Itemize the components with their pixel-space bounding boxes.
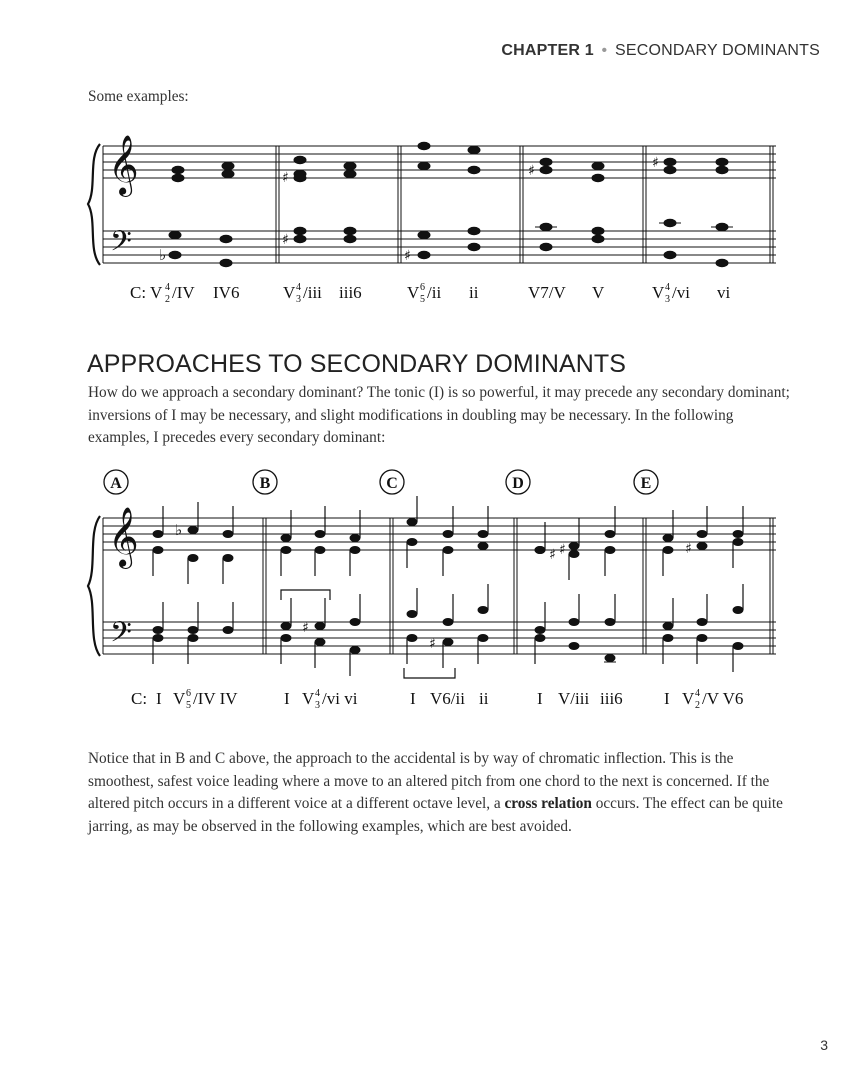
svg-text:♭: ♭ bbox=[159, 246, 167, 264]
notes-measure-5 bbox=[652, 155, 733, 267]
treble-staff-2 bbox=[103, 518, 776, 550]
figure-bottom: 2 bbox=[165, 294, 170, 305]
marker-e: E bbox=[640, 475, 652, 492]
term-cross-relation: cross relation bbox=[504, 795, 592, 813]
label-e-v: V bbox=[682, 689, 695, 708]
label-m4-v7v: V7/V bbox=[528, 283, 566, 302]
example-1-score bbox=[0, 118, 864, 318]
figure-bottom: 3 bbox=[315, 700, 320, 711]
svg-text:♯: ♯ bbox=[302, 620, 309, 636]
label-b-i: I bbox=[284, 689, 290, 708]
svg-text:♯: ♯ bbox=[559, 542, 566, 558]
chords-section-d bbox=[535, 506, 617, 664]
intro-text: Some examples: bbox=[88, 88, 189, 105]
paragraph-approach: How do we approach a secondary dominant? The tonic (I) is so powerful, it may precede any secondary dominant; inversions of I may be necessary, and slight modifications in doubling may be necessary. In the following examples, I precedes every secondary dominant: bbox=[88, 384, 790, 447]
svg-text:♯: ♯ bbox=[652, 155, 659, 171]
running-header bbox=[501, 42, 820, 60]
figure-bottom: 2 bbox=[695, 700, 700, 711]
label-m1-iv6: IV6 bbox=[213, 283, 240, 302]
treble-clef-icon: 𝄞 bbox=[108, 507, 139, 567]
notes-measure-4 bbox=[528, 158, 605, 251]
label-a-i: I bbox=[156, 689, 162, 708]
label-c-ii: ii bbox=[479, 689, 489, 708]
section-markers bbox=[104, 470, 658, 494]
svg-text:♯: ♯ bbox=[404, 248, 411, 264]
label-m3-ii-b: ii bbox=[469, 283, 479, 302]
label-a-rest: /IV IV bbox=[193, 689, 238, 708]
label-m3-ii: /ii bbox=[427, 283, 442, 302]
figure-top: 4 bbox=[665, 282, 670, 293]
figure-top: 4 bbox=[695, 688, 700, 699]
label-c-rest: V6/ii bbox=[430, 689, 465, 708]
paragraph-cross-relation bbox=[88, 748, 794, 838]
label-a-v: V bbox=[173, 689, 186, 708]
svg-text:♯: ♯ bbox=[528, 163, 535, 179]
label-d-i: I bbox=[537, 689, 543, 708]
brace bbox=[88, 516, 100, 656]
header-separator: • bbox=[601, 42, 608, 59]
bass-clef-icon: 𝄢 bbox=[110, 616, 132, 656]
figure-bottom: 5 bbox=[420, 294, 425, 305]
svg-text:♯: ♯ bbox=[282, 232, 289, 248]
svg-text:♭: ♭ bbox=[175, 521, 183, 539]
label-d-rest: V/iii bbox=[558, 689, 590, 708]
bass-staff-1 bbox=[103, 231, 776, 263]
label-m3-v: V bbox=[407, 283, 420, 302]
label-m5-vi-b: vi bbox=[717, 283, 731, 302]
figure-top: 4 bbox=[315, 688, 320, 699]
figure-bottom: 5 bbox=[186, 700, 191, 711]
figure-top: 6 bbox=[186, 688, 191, 699]
marker-b: B bbox=[259, 475, 271, 492]
figure-top: 4 bbox=[296, 282, 301, 293]
bass-staff-2 bbox=[103, 622, 776, 654]
marker-d: D bbox=[512, 475, 524, 492]
svg-text:♯: ♯ bbox=[549, 547, 556, 563]
label-a-key: C: bbox=[131, 689, 148, 708]
harmonic-labels-2 bbox=[131, 688, 743, 711]
label-m4-v: V bbox=[592, 283, 605, 302]
label-d-iii6: iii6 bbox=[600, 689, 623, 708]
chapter-label: CHAPTER 1 bbox=[501, 42, 594, 59]
chromatic-bracket bbox=[404, 668, 455, 678]
figure-top: 6 bbox=[420, 282, 425, 293]
label-e-rest: /V V6 bbox=[702, 689, 744, 708]
chapter-title: SECONDARY DOMINANTS bbox=[614, 42, 820, 59]
label-m1-iv: /IV bbox=[172, 283, 195, 302]
barlines bbox=[263, 518, 773, 654]
bass-clef-icon: 𝄢 bbox=[110, 225, 132, 265]
paragraph-2-after: occurs. The effect can be quite jarring, as may be observed in the following examples, which are best avoided. bbox=[88, 795, 783, 835]
notes-measure-3 bbox=[404, 142, 481, 264]
chords-section-e bbox=[663, 506, 744, 672]
treble-clef-icon: 𝄞 bbox=[108, 135, 139, 195]
paragraph-2-before: Notice that in B and C above, the approach to the accidental is by way of chromatic inflection. This is the smoothest, safest voice leading where a move to an altered pitch from one chord to the next is concerned. If the altered pitch occurs in a different voice at a different octave level, a bbox=[88, 750, 770, 813]
label-m5-v: V bbox=[652, 283, 665, 302]
section-heading: APPROACHES TO SECONDARY DOMINANTS bbox=[87, 350, 627, 378]
label-e-i: I bbox=[664, 689, 670, 708]
svg-text:♯: ♯ bbox=[282, 170, 289, 186]
label-m2-v: V bbox=[283, 283, 296, 302]
label-m2-iii6: iii6 bbox=[339, 283, 362, 302]
figure-bottom: 3 bbox=[296, 294, 301, 305]
label-b-rest: /vi vi bbox=[322, 689, 358, 708]
chromatic-bracket bbox=[281, 590, 330, 600]
label-b-v: V bbox=[302, 689, 315, 708]
figure-top: 4 bbox=[165, 282, 170, 293]
example-2-score bbox=[0, 462, 864, 722]
label-c-i: I bbox=[410, 689, 416, 708]
page-number: 3 bbox=[820, 1037, 828, 1053]
label-m1-key-v: C: V bbox=[130, 283, 163, 302]
chords-section-c bbox=[404, 496, 489, 678]
figure-bottom: 3 bbox=[665, 294, 670, 305]
brace bbox=[88, 144, 100, 265]
label-m5-vi: /vi bbox=[672, 283, 690, 302]
marker-a: A bbox=[110, 475, 122, 492]
svg-text:♯: ♯ bbox=[429, 636, 436, 652]
svg-text:♯: ♯ bbox=[685, 541, 692, 557]
marker-c: C bbox=[386, 475, 398, 492]
label-m2-iii: /iii bbox=[303, 283, 322, 302]
chords-section-b bbox=[281, 506, 361, 676]
